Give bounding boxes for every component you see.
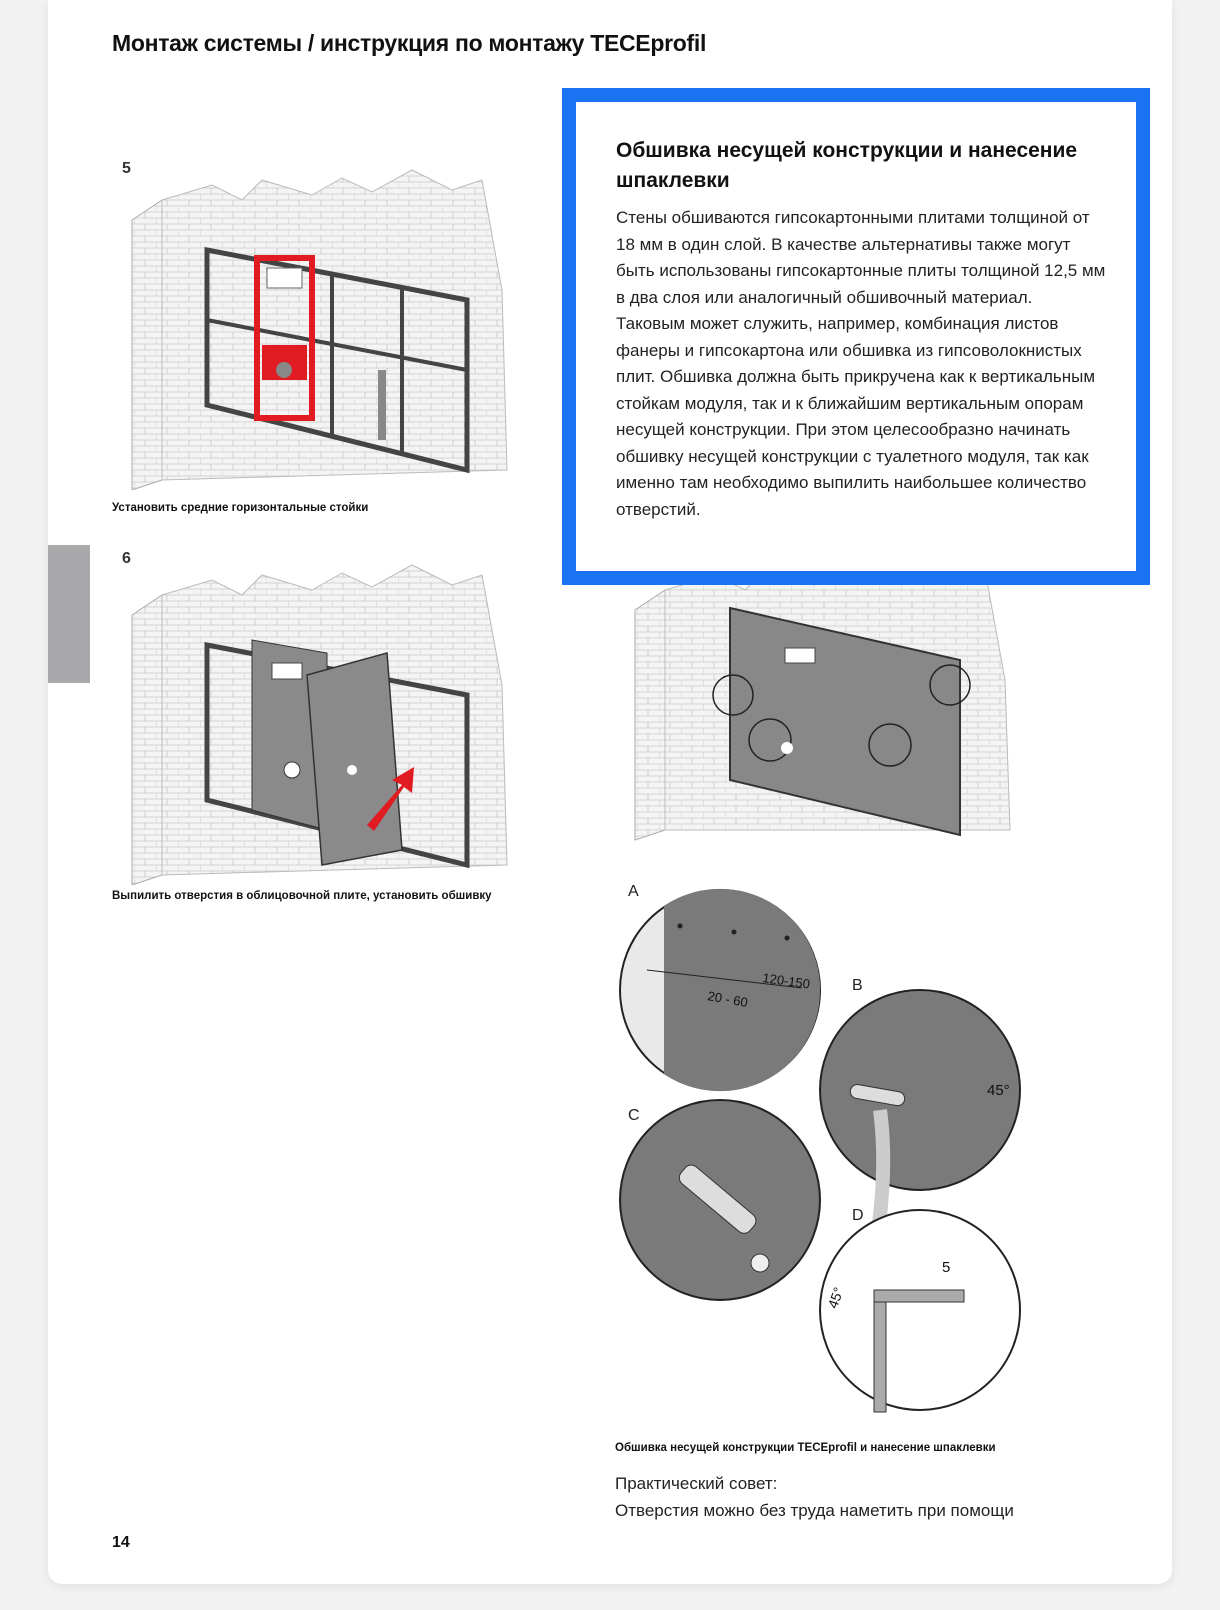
practical-tip — [615, 1470, 1014, 1524]
figure-6-caption: Выпилить отверстия в облицовочной плите, установить обшивку — [112, 890, 492, 902]
detail-label-b: B — [852, 977, 863, 994]
tip-text: Отверстия можно без труда наметить при помощи — [615, 1501, 1014, 1520]
dim-a1: 120-150 — [761, 970, 811, 992]
figure-6-illustration — [112, 535, 532, 885]
section-title: Обшивка несущей конструкции и нанесение шпаклевки — [616, 139, 1078, 192]
detail-label-a: A — [628, 883, 639, 900]
figure-5-number: 5 — [122, 160, 131, 177]
detail-label-c: C — [628, 1107, 640, 1124]
detail-illustration — [612, 870, 1042, 1435]
figure-5-caption: Установить средние горизонтальные стойки — [112, 502, 369, 514]
detail-caption: Обшивка несущей конструкции TECEprofil и нанесение шпаклевки — [615, 1442, 996, 1454]
figure-5 — [112, 140, 532, 490]
tip-heading: Практический совет: — [615, 1474, 778, 1493]
dim-b1: 45° — [987, 1082, 1010, 1099]
figure-6-number: 6 — [122, 550, 131, 567]
dim-d2: 5 — [942, 1259, 951, 1276]
dim-d1: 45° — [824, 1285, 847, 1311]
page-number: 14 — [112, 1534, 130, 1551]
figure-5-illustration — [112, 140, 532, 490]
section-body: Стены обшиваются гипсокартонными плитами толщиной от 18 мм в один слой. В качестве альтернативы также могут быть использованы гипсокартонные плиты толщиной 12,5 мм в два слоя или аналогичный обшивочный материал. Таковым может служить, например, комбинация листов фанеры и гипсокартона или обшивка из гипсоволокнистых плит. Обшивка должна быть прикручена как к вертикальным стойкам модуля, так и к ближайшим вертикальным опорам несущей конструкции. При этом целесообразно начинать обшивку несущей конструкции с туалетного модуля, так как именно там необходимо выпилить наибольшее количество отверстий. — [616, 208, 1106, 519]
dim-a2: 20 - 60 — [706, 988, 749, 1010]
side-tab-marker — [48, 545, 90, 683]
detail-figures — [612, 870, 1042, 1435]
detail-label-d: D — [852, 1207, 864, 1224]
figure-6 — [112, 535, 532, 885]
page-title: Монтаж системы / инструкция по монтажу TECEprofil — [112, 30, 707, 56]
